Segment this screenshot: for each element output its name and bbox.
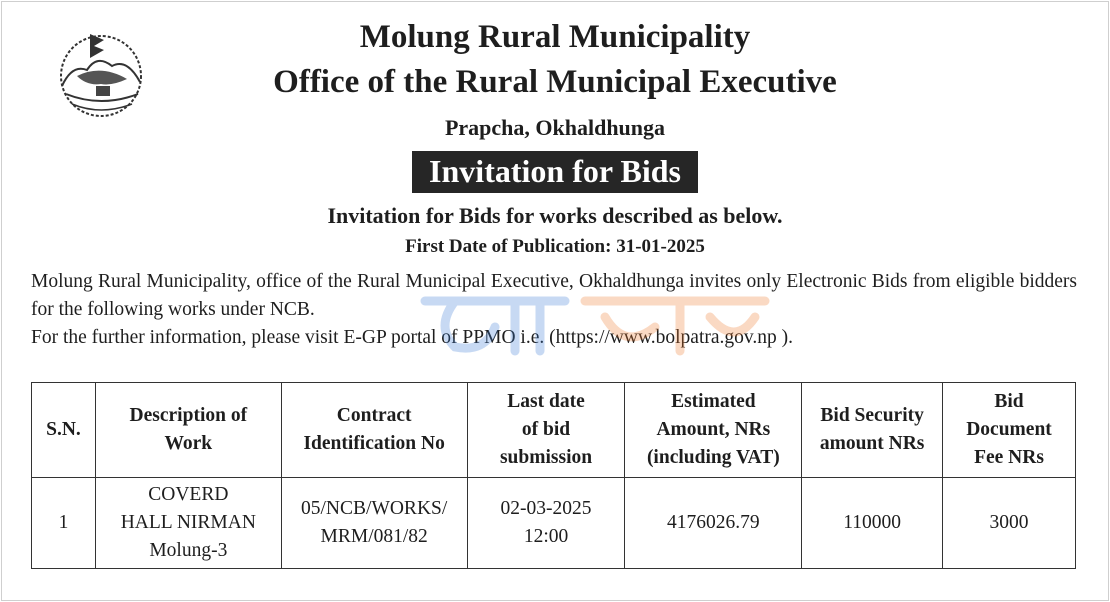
notice-body-paragraph: Molung Rural Municipality, office of the Rural Municipal Executive, Okhaldhunga invites only Electronic Bids from eligible bidders for the following works under NCB. (31, 271, 1077, 320)
table-header-row (32, 383, 1076, 478)
cell-bid-security: 110000 (802, 478, 943, 569)
header-document-fee: Bid Document Fee NRs (943, 383, 1076, 478)
cell-contract-id: 05/NCB/WORKS/ MRM/081/82 (281, 478, 467, 569)
notice-subtitle: Invitation for Bids for works described as below. (327, 203, 783, 228)
header-last-date: Last date of bid submission (467, 383, 625, 478)
cell-document-fee: 3000 (943, 478, 1076, 569)
notice-title-banner: Invitation for Bids (412, 151, 698, 193)
notice-body-portal-line: For the further information, please visit E-GP portal of PPMO i.e. (https://www.bolpatra.gov.np ). (31, 327, 794, 348)
bids-table (31, 382, 1076, 569)
cell-description: COVERD HALL NIRMAN Molung-3 (95, 478, 281, 569)
header-description: Description of Work (95, 383, 281, 478)
publication-date: First Date of Publication: 31-01-2025 (405, 236, 705, 257)
header-bid-security: Bid Security amount NRs (802, 383, 943, 478)
watermark-logo (415, 287, 775, 357)
office-address: Prapcha, Okhaldhunga (444, 115, 666, 140)
cell-sn: 1 (32, 478, 96, 569)
municipality-title: Molung Rural Municipality (359, 19, 751, 55)
cell-last-date: 02-03-2025 12:00 (467, 478, 625, 569)
header-contract-id: Contract Identification No (281, 383, 467, 478)
office-title: Office of the Rural Municipal Executive (273, 64, 837, 100)
header-sn: S.N. (32, 383, 96, 478)
cell-estimated-amount: 4176026.79 (625, 478, 802, 569)
table-row (32, 478, 1076, 569)
header-estimated-amount: Estimated Amount, NRs (including VAT) (625, 383, 802, 478)
